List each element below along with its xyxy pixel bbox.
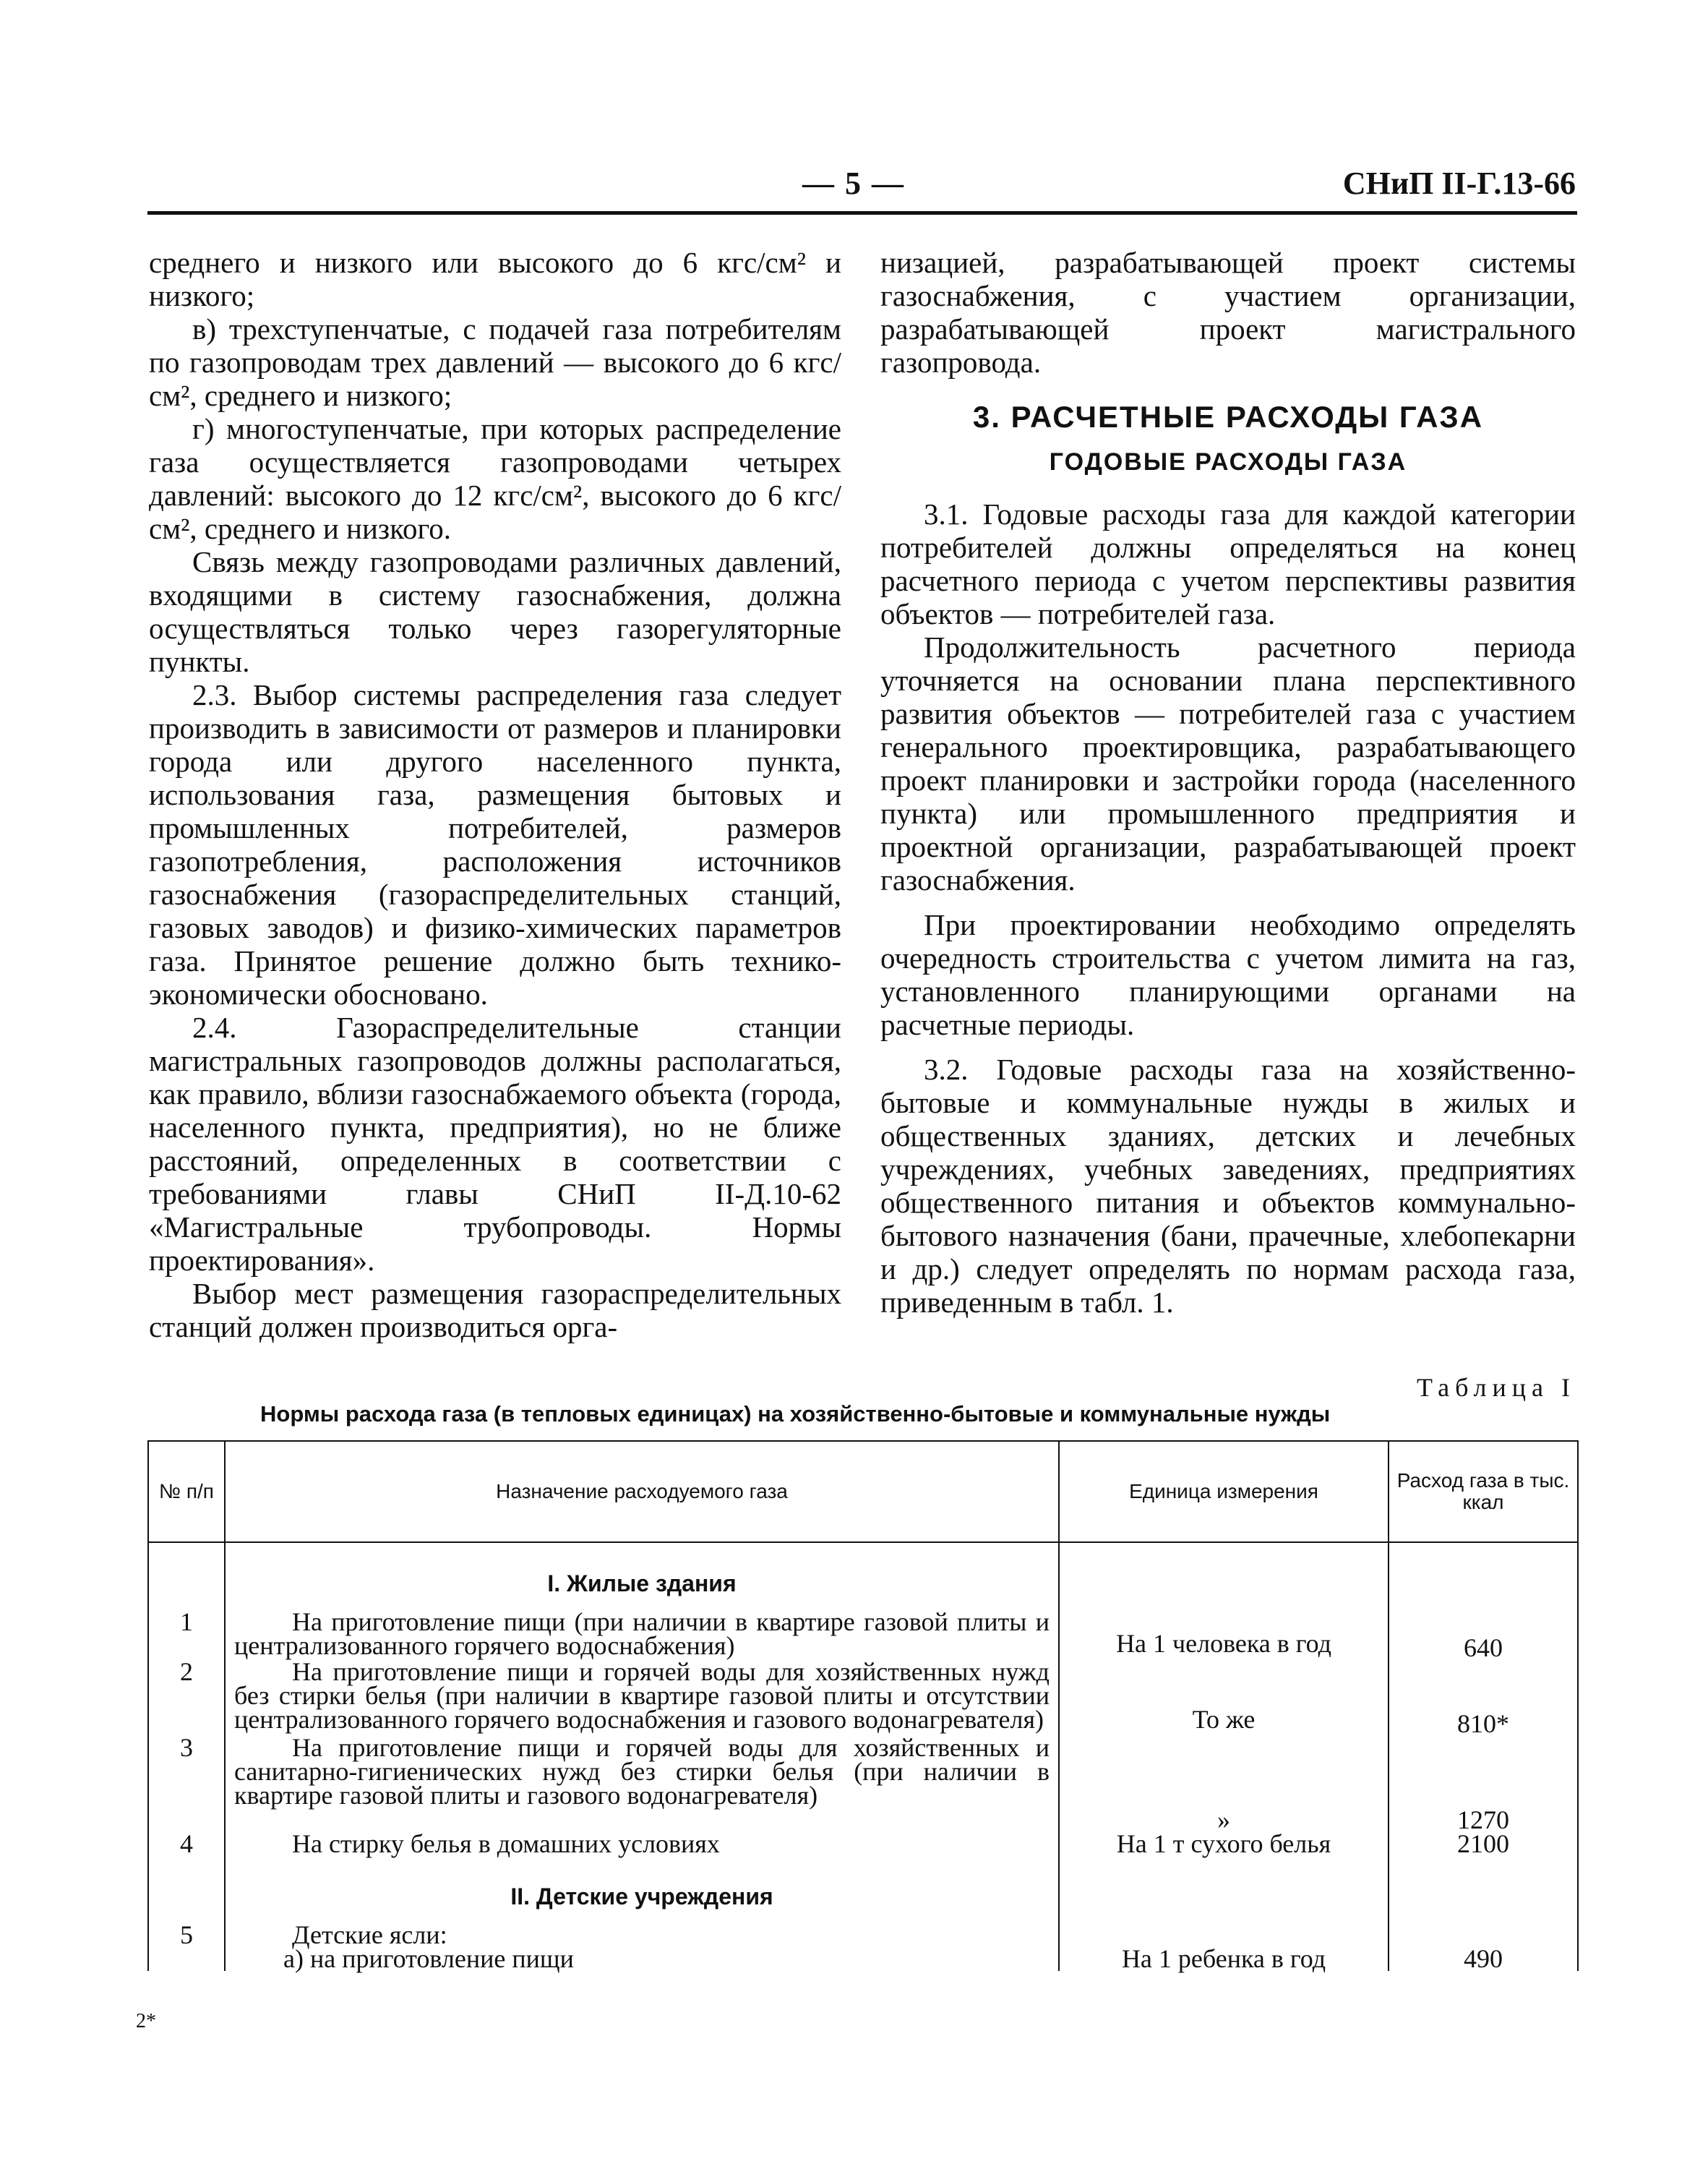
row-unit: На 1 человека в год bbox=[1059, 1610, 1389, 1660]
row-num: 3 bbox=[148, 1736, 225, 1832]
header-num: № п/п bbox=[148, 1441, 225, 1542]
row-value: 810* bbox=[1389, 1660, 1578, 1736]
left-paragraph: Выбор мест размещения газораспределительных станций должен производиться орга- bbox=[149, 1277, 841, 1343]
right-continuation: низацией, разрабатывающей проект системы газоснабжения, с участием организации, разрабатывающей проект магистрального газопровода. bbox=[880, 246, 1576, 379]
left-paragraph: среднего и низкого или высокого до 6 кгс/см² и низкого; bbox=[149, 246, 841, 312]
header-rule bbox=[147, 211, 1577, 215]
row-value: 490 bbox=[1389, 1947, 1578, 1971]
row-num: 2 bbox=[148, 1660, 225, 1736]
table-row bbox=[148, 1610, 1578, 1660]
row-value: 640 bbox=[1389, 1610, 1578, 1660]
right-paragraph: 3.1. Годовые расходы газа для каждой категории потребителей должны определяться на конец расчетного периода с учетом перспективы развития объектов — потребителей газа. bbox=[880, 497, 1576, 630]
subsection-title: ГОДОВЫЕ РАСХОДЫ ГАЗА bbox=[1049, 448, 1407, 476]
row-unit: » bbox=[1059, 1736, 1389, 1832]
header-unit: Единица измерения bbox=[1059, 1441, 1389, 1542]
footer-mark: 2* bbox=[136, 2010, 156, 2032]
header-purpose: Назначение расходуемого газа bbox=[225, 1441, 1059, 1542]
right-paragraph: 3.2. Годовые расходы газа на хозяйственно-бытовые и коммунальные нужды в жилых и общественных зданиях, детских и лечебных учреждениях, учебных заведениях, предприятиях общественного питания и объектов коммунально-бытового назначения (бани, прачечные, хлебопекарни и др.) следует определять по нормам расхода газа, приведенным в табл. 1. bbox=[880, 1053, 1576, 1319]
page-number: — 5 — bbox=[802, 166, 905, 201]
section-children: II. Детские учреждения bbox=[510, 1883, 773, 1909]
table-row bbox=[148, 1832, 1578, 1856]
row-text: На приготовление пищи и горячей воды для хозяйственных нужд без стирки белья (при наличии в квартире газовой плиты и отсутствии централизованного горячего водоснабжения и газового водонагревателя) bbox=[225, 1660, 1059, 1736]
row-text: Детские ясли: bbox=[225, 1923, 1059, 1947]
table-section-row bbox=[148, 1856, 1578, 1923]
row-text: На приготовление пищи (при наличии в квартире газовой плиты и централизованного горячего водоснабжения) bbox=[225, 1610, 1059, 1660]
table-header-row bbox=[148, 1441, 1578, 1542]
row-value: 2100 bbox=[1389, 1832, 1578, 1856]
section-title: 3. РАСЧЕТНЫЕ РАСХОДЫ ГАЗА bbox=[972, 400, 1484, 434]
row-subtext: а) на приготовление пищи bbox=[225, 1947, 1059, 1971]
row-text: На стирку белья в домашних условиях bbox=[225, 1832, 1059, 1856]
row-unit: На 1 т сухого белья bbox=[1059, 1832, 1389, 1856]
table-row bbox=[148, 1736, 1578, 1832]
row-text: На приготовление пищи и горячей воды для хозяйственных и санитарно-гигиенических нужд без стирки белья (при наличии в квартире газовой плиты и газового водонагревателя) bbox=[225, 1736, 1059, 1832]
row-unit: То же bbox=[1059, 1660, 1389, 1736]
table-row bbox=[148, 1947, 1578, 1971]
row-value: 1270 bbox=[1389, 1736, 1578, 1832]
left-paragraph: Связь между газопроводами различных давлений, входящими в систему газоснабжения, должна осуществляться только через газорегуляторные пункты. bbox=[149, 545, 841, 678]
header-consumption: Расход газа в тыс. ккал bbox=[1389, 1441, 1578, 1542]
left-paragraph: 2.4. Газораспределительные станции магистральных газопроводов должны располагаться, как правило, вблизи газоснабжаемого объекта (города, населенного пункта, предприятия), но не ближе расстояний, определенных в соответствии с требованиями главы СНиП II-Д.10-62 «Магистральные трубопроводы. Нормы проектирования». bbox=[149, 1011, 841, 1277]
right-paragraph: Продолжительность расчетного периода уточняется на основании плана перспективного развития объектов — потребителей газа с участием генерального проектировщика, разрабатывающего проект планировки и застройки города (населенного пункта) или промышленного предприятия и проектной организации, разрабатывающей проект газоснабжения. bbox=[880, 630, 1576, 897]
right-paragraph: При проектировании необходимо определять очередность строительства с учетом лимита на газ, установленного планирующими органами на расчетные периоды. bbox=[880, 908, 1576, 1041]
left-paragraph: г) многоступенчатые, при которых распределение газа осуществляется газопроводами четырех давлений: высокого до 12 кгс/см², высокого до 6 кгс/см², среднего и низкого. bbox=[149, 412, 841, 545]
row-unit: На 1 ребенка в год bbox=[1059, 1947, 1389, 1971]
left-paragraph: в) трехступенчатые, с подачей газа потребителям по газопроводам трех давлений — высокого до 6 кгс/см², среднего и низкого; bbox=[149, 312, 841, 412]
left-column bbox=[149, 246, 841, 1343]
document-code: СНиП II-Г.13-66 bbox=[1342, 166, 1576, 201]
table-label: Таблица I bbox=[1417, 1373, 1576, 1402]
left-paragraph: 2.3. Выбор системы распределения газа следует производить в зависимости от размеров и планировки города или другого населенного пункта, использования газа, размещения бытовых и промышленных потребителей, размеров газопотребления, расположения источников газоснабжения (газораспределительных станций, газовых заводов) и физико-химических параметров газа. Принятое решение должно быть технико-экономически обосновано. bbox=[149, 678, 841, 1011]
row-num: 5 bbox=[148, 1923, 225, 1947]
section-residential: I. Жилые здания bbox=[547, 1570, 737, 1596]
table-caption: Нормы расхода газа (в тепловых единицах) на хозяйственно-бытовые и коммунальные нужды bbox=[260, 1401, 1331, 1427]
table-section-row bbox=[148, 1542, 1578, 1610]
norms-table bbox=[147, 1440, 1579, 1971]
table-row bbox=[148, 1660, 1578, 1736]
right-column bbox=[880, 246, 1576, 1319]
row-num: 1 bbox=[148, 1610, 225, 1660]
row-num: 4 bbox=[148, 1832, 225, 1856]
